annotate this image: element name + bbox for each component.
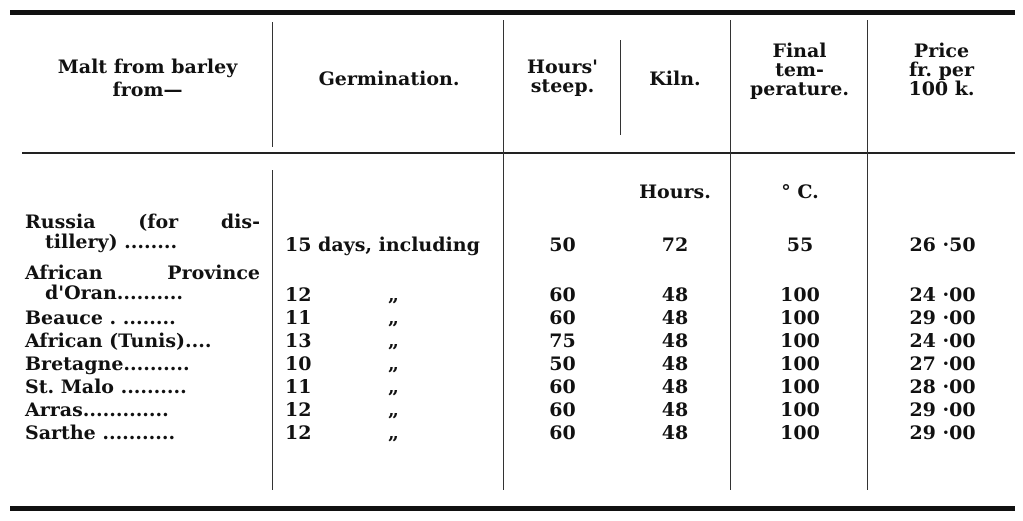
table-cell-germination: 11 xyxy=(285,307,312,329)
table-cell-price: 24 ·00 xyxy=(909,284,976,306)
table-cell-price: 29 ·00 xyxy=(909,307,976,329)
header-final-line2: tem- xyxy=(775,59,824,81)
table-cell-price: 27 ·00 xyxy=(909,353,976,375)
table-row-name: Sarthe ........... xyxy=(25,422,176,444)
ditto-mark: „ xyxy=(388,353,399,375)
table-row-name xyxy=(25,263,270,303)
table-cell-steep: 60 xyxy=(549,284,576,306)
table-cell-germination: 11 xyxy=(285,376,312,398)
row-name-word: (for xyxy=(138,211,179,233)
column-divider xyxy=(503,20,504,490)
header-malt-line2: from— xyxy=(112,79,183,101)
table-cell-price: 28 ·00 xyxy=(909,376,976,398)
header-price xyxy=(868,42,1015,99)
table-cell-final: 100 xyxy=(780,376,820,398)
table-cell-price: 26 ·50 xyxy=(909,234,976,256)
ditto-mark: „ xyxy=(388,284,399,306)
table-cell-final: 100 xyxy=(780,284,820,306)
table-row-name: Bretagne.......... xyxy=(25,353,190,375)
header-price-line2: fr. per xyxy=(908,59,975,81)
ditto-mark: „ xyxy=(388,422,399,444)
table-cell-germination: 12 xyxy=(285,284,312,306)
table-row-name: African (Tunis).... xyxy=(25,330,212,352)
table-cell-kiln: 48 xyxy=(661,376,689,398)
table-row-name xyxy=(25,212,270,252)
row-name-word: dis- xyxy=(220,211,260,233)
table-cell-germination: 13 xyxy=(285,330,312,352)
table-cell-kiln: 48 xyxy=(661,399,689,421)
header-steep-line1: Hours' xyxy=(527,56,598,78)
header-price-line1: Price xyxy=(913,40,970,62)
header-final-temperature xyxy=(732,42,867,99)
table-cell-steep: 50 xyxy=(549,234,576,256)
bottom-rule xyxy=(10,506,1015,511)
table-cell-kiln: 48 xyxy=(661,307,689,329)
row-name-word: Russia xyxy=(25,211,96,233)
table-cell-steep: 50 xyxy=(549,353,576,375)
table-cell-steep: 60 xyxy=(549,376,576,398)
table-row-name: Arras............. xyxy=(25,399,169,421)
row-name-line2: d'Oran.......... xyxy=(45,282,183,304)
table-cell-steep: 60 xyxy=(549,307,576,329)
table-cell-kiln: 48 xyxy=(661,422,689,444)
table-cell-steep: 75 xyxy=(549,330,576,352)
table-cell-germination: 12 xyxy=(285,422,312,444)
table-cell-final: 100 xyxy=(780,353,820,375)
header-final-line3: perature. xyxy=(750,78,849,100)
table-cell-steep: 60 xyxy=(549,399,576,421)
header-kiln: Kiln. xyxy=(649,68,701,90)
table-cell-final: 100 xyxy=(780,422,820,444)
table-cell-final: 100 xyxy=(780,307,820,329)
table-cell-final: 100 xyxy=(780,330,820,352)
top-rule xyxy=(10,10,1015,15)
ditto-mark: „ xyxy=(388,399,399,421)
table-cell-kiln: 48 xyxy=(661,330,689,352)
table-cell-germination: 15 days, including xyxy=(285,234,480,256)
table-cell-price: 29 ·00 xyxy=(909,399,976,421)
header-malt-line1: Malt from barley xyxy=(57,56,238,78)
ditto-mark: „ xyxy=(388,376,399,398)
column-divider xyxy=(730,20,731,490)
ditto-mark: „ xyxy=(388,307,399,329)
header-price-line3: 100 k. xyxy=(908,78,975,100)
table-row-name: Beauce . ........ xyxy=(25,307,176,329)
header-steep-line2: steep. xyxy=(530,75,595,97)
table-cell-kiln: 48 xyxy=(661,353,689,375)
header-malt xyxy=(25,58,270,100)
header-final-line1: Final xyxy=(772,40,827,62)
kiln-unit: Hours. xyxy=(639,181,711,203)
row-name-word: Province xyxy=(167,262,260,284)
table-cell-price: 24 ·00 xyxy=(909,330,976,352)
row-name-word: African xyxy=(25,262,103,284)
table-cell-steep: 60 xyxy=(549,422,576,444)
table-cell-kiln: 72 xyxy=(661,234,689,256)
column-divider xyxy=(272,22,273,147)
table-cell-final: 100 xyxy=(780,399,820,421)
row-name-line2: tillery) ........ xyxy=(45,231,178,253)
table-cell-germination: 10 xyxy=(285,353,312,375)
header-germination: Germination. xyxy=(318,68,460,90)
table-cell-final: 55 xyxy=(786,234,814,256)
table-cell-price: 29 ·00 xyxy=(909,422,976,444)
table-row-name: St. Malo .......... xyxy=(25,376,187,398)
header-steep xyxy=(505,58,620,96)
row-name-line1 xyxy=(25,212,260,232)
table-cell-germination: 12 xyxy=(285,399,312,421)
table-cell-kiln: 48 xyxy=(661,284,689,306)
final-temp-unit: ° C. xyxy=(781,181,819,203)
column-divider xyxy=(272,170,273,490)
ditto-mark: „ xyxy=(388,330,399,352)
row-name-line1 xyxy=(25,263,260,283)
